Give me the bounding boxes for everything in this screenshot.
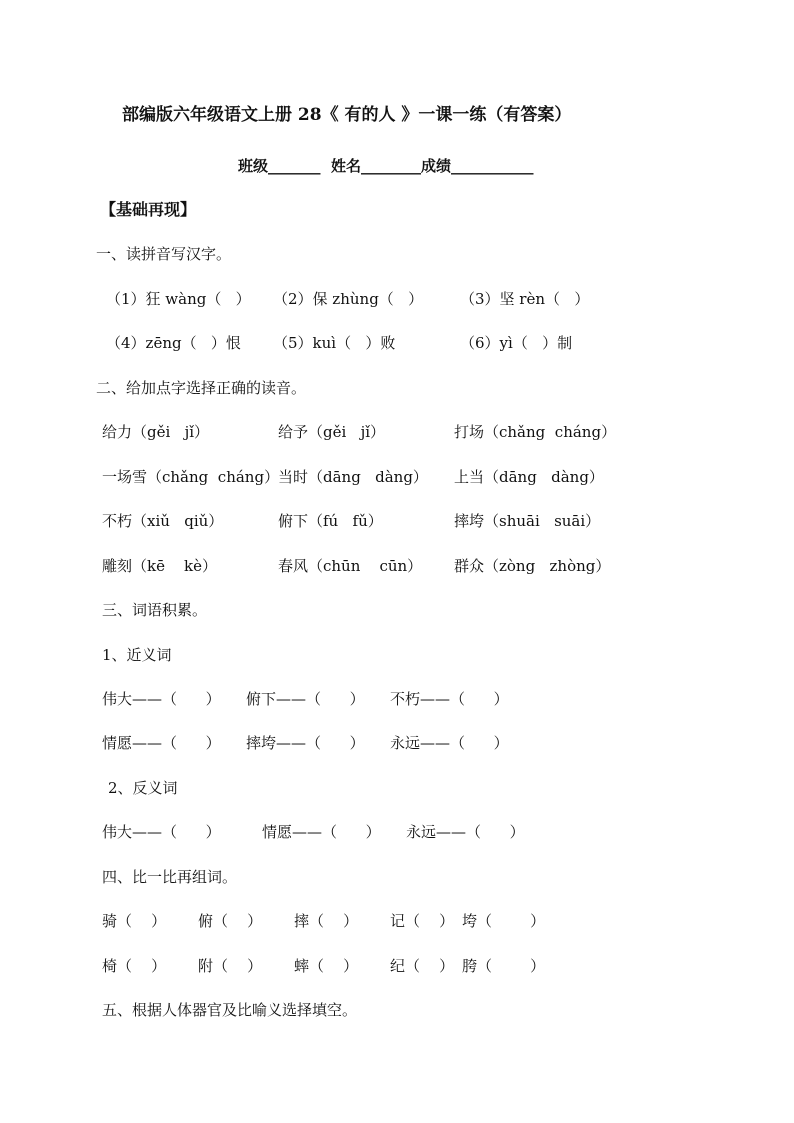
q2-heading: 二、给加点字选择正确的读音。 <box>96 379 307 397</box>
q4-item: 垮（ ） <box>462 912 546 930</box>
q1-item: （1）狂 wàng（ ） <box>106 290 251 308</box>
q3-antonyms-heading: 2、反义词 <box>108 779 178 797</box>
q2-item: 群众（zòng zhòng） <box>454 557 611 575</box>
q3-antonym-item: 永远——（ ） <box>406 823 525 841</box>
q2-item: 上当（dāng dàng） <box>454 468 604 486</box>
q4-item: 记（ ） <box>390 912 455 930</box>
q2-item: 雕刻（kē kè） <box>102 557 218 575</box>
q5-heading: 五、根据人体器官及比喻义选择填空。 <box>102 1001 358 1019</box>
q2-item: 一场雪（chǎng cháng） <box>102 468 280 486</box>
q2-item: 打场（chǎng cháng） <box>454 423 617 441</box>
q4-item: 摔（ ） <box>294 912 359 930</box>
q2-item: 当时（dāng dàng） <box>278 468 428 486</box>
q4-item: 附（ ） <box>198 957 263 975</box>
q4-item: 椅（ ） <box>102 957 167 975</box>
q4-heading: 四、比一比再组词。 <box>102 868 238 886</box>
q1-heading: 一、读拼音写汉字。 <box>96 245 232 263</box>
q2-item: 不朽（xiǔ qiǔ） <box>102 512 224 530</box>
q1-item: （5）kuì（ ）败 <box>273 334 396 352</box>
q3-antonym-item: 情愿——（ ） <box>262 823 381 841</box>
q1-item: （4）zēng（ ）恨 <box>106 334 241 352</box>
q4-item: 俯（ ） <box>198 912 263 930</box>
page-title: 部编版六年级语文上册 28《 有的人 》一课一练（有答案） <box>122 105 572 125</box>
q4-item: 蟀（ ） <box>294 957 359 975</box>
student-info-line: 班级_______ 姓名________成绩___________ <box>238 157 534 175</box>
q4-item: 纪（ ） <box>390 957 455 975</box>
q2-item: 俯下（fú fǔ） <box>278 512 383 530</box>
q2-item: 给力（gěi jǐ） <box>102 423 210 441</box>
q3-synonym-item: 俯下——（ ） <box>246 690 365 708</box>
q4-item: 胯（ ） <box>462 957 546 975</box>
q3-antonym-item: 伟大——（ ） <box>102 823 221 841</box>
q4-item: 骑（ ） <box>102 912 167 930</box>
q2-item: 春风（chūn cūn） <box>278 557 423 575</box>
q3-synonym-item: 摔垮——（ ） <box>246 734 365 752</box>
q3-synonym-item: 不朽——（ ） <box>390 690 509 708</box>
q1-item: （6）yì（ ）制 <box>460 334 573 352</box>
q2-item: 摔垮（shuāi suāi） <box>454 512 601 530</box>
q1-item: （3）坚 rèn（ ） <box>460 290 590 308</box>
q1-item: （2）保 zhùng（ ） <box>273 290 424 308</box>
q2-item: 给予（gěi jǐ） <box>278 423 386 441</box>
q3-synonym-item: 永远——（ ） <box>390 734 509 752</box>
q3-synonyms-heading: 1、近义词 <box>102 646 172 664</box>
q3-synonym-item: 情愿——（ ） <box>102 734 221 752</box>
q3-heading: 三、词语积累。 <box>102 601 208 619</box>
section-basic-heading: 【基础再现】 <box>100 200 197 219</box>
q3-synonym-item: 伟大——（ ） <box>102 690 221 708</box>
